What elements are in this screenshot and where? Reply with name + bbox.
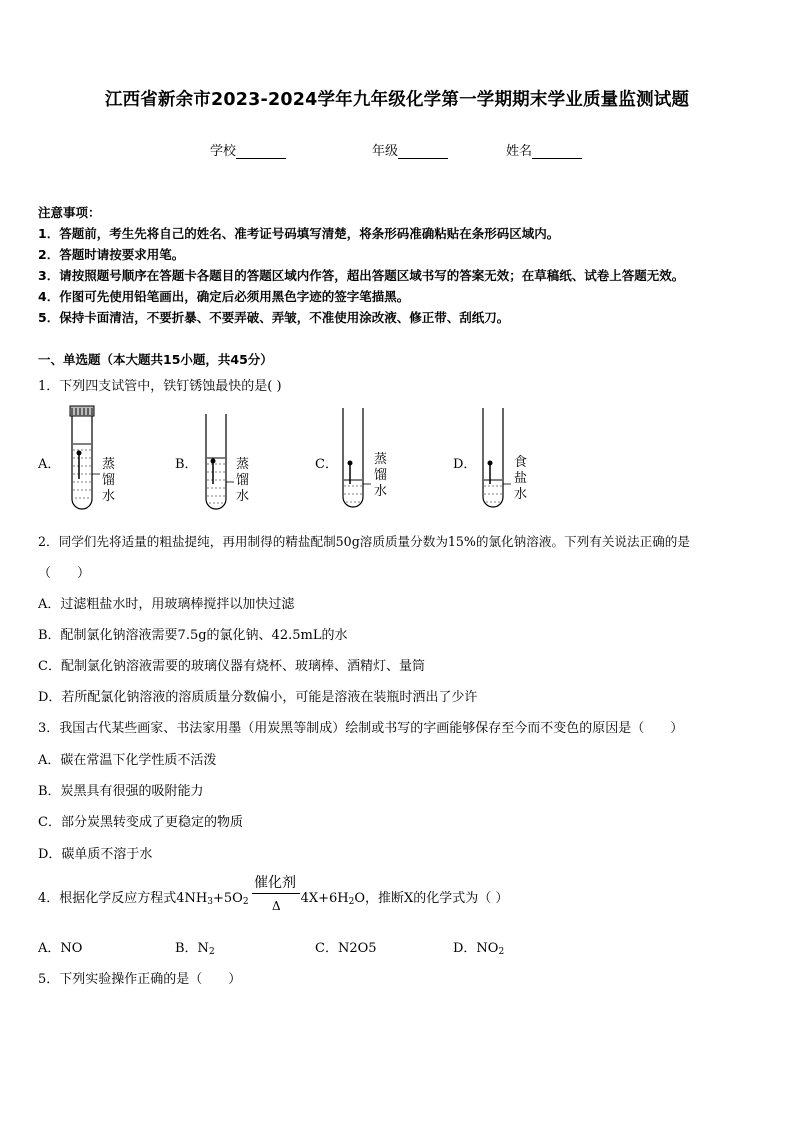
q1-option-d-letter: D． <box>453 457 477 472</box>
grade-field <box>372 140 448 159</box>
name-blank <box>532 145 582 159</box>
q4-option-c: C．N2O5 <box>315 941 377 956</box>
catalyst-label: 催化剂 <box>254 875 296 891</box>
q1-option-c-letter: C． <box>315 457 338 472</box>
q1-option-b-letter: B． <box>175 457 198 472</box>
q2-option: D．若所配氯化钠溶液的溶质质量分数偏小，可能是溶液在装瓶时洒出了少许 <box>38 690 478 705</box>
school-label: 学校 <box>210 144 237 159</box>
heat-delta-symbol: Δ <box>272 899 281 913</box>
grade-label: 年级 <box>372 144 399 159</box>
q1-stem: 1．下列四支试管中，铁钉锈蚀最快的是( ) <box>38 379 282 394</box>
section-heading: 一、单选题（本大题共15小题，共45分） <box>38 352 273 367</box>
q3-option: C．部分炭黑转变成了更稳定的物质 <box>38 815 243 830</box>
q3-option: A．碳在常温下化学性质不活泼 <box>38 753 217 768</box>
q1-tube-b-label: 蒸 馏 水 <box>236 457 250 504</box>
q2-stem-paren: （ ） <box>38 566 91 581</box>
q1-tube-d-label: 食 盐 水 <box>514 455 528 502</box>
note-item: 3．请按照题号顺序在答题卡各题目的答题区域内作答，超出答题区域书写的答案无效；在草稿纸、试卷上答题无效。 <box>38 268 685 283</box>
q2-option: B．配制氯化钠溶液需要7.5g的氯化钠、42.5mL的水 <box>38 628 348 643</box>
name-label: 姓名 <box>506 144 533 159</box>
q3-option: D．碳单质不溶于水 <box>38 847 153 862</box>
note-item: 1．答题前，考生先将自己的姓名、准考证号码填写清楚，将条形码准确粘贴在条形码区域内。 <box>38 226 560 241</box>
reaction-arrow-line <box>252 893 300 894</box>
q2-option: A．过滤粗盐水时，用玻璃棒搅拌以加快过滤 <box>38 597 295 612</box>
q4-option-b: B．$N_2$ <box>175 941 215 957</box>
school-blank <box>236 145 286 159</box>
q1-tube-a-label: 蒸 馏 水 <box>102 457 116 504</box>
name-field <box>506 140 582 159</box>
q1-option-a-letter: A． <box>38 457 61 472</box>
q4-stem: 4．根据化学反应方程式$4NH_3+5O_2$ $4X+6H_2O$，推断X的化学式为（ ） <box>38 891 509 907</box>
q4-option-a: A．NO <box>38 941 83 956</box>
note-item: 2．答题时请按要求用笔。 <box>38 247 185 262</box>
q4-option-d: D．$NO_2$ <box>453 941 505 957</box>
school-field <box>210 140 286 159</box>
page-title: 江西省新余市2023-2024学年九年级化学第一学期期末学业质量监测试题 <box>104 90 690 110</box>
q3-option: B．炭黑具有很强的吸附能力 <box>38 784 204 799</box>
q5-stem: 5．下列实验操作正确的是（ ） <box>38 972 242 987</box>
grade-blank <box>398 145 448 159</box>
notes-heading: 注意事项： <box>38 205 101 220</box>
note-item: 5．保持卡面清洁，不要折暴、不要弄破、弄皱，不准使用涂改液、修正带、刮纸刀。 <box>38 310 510 325</box>
q2-option: C．配制氯化钠溶液需要的玻璃仪器有烧杯、玻璃棒、酒精灯、量筒 <box>38 659 425 674</box>
note-item: 4．作图可先使用铅笔画出，确定后必须用黑色字迹的签字笔描黑。 <box>38 289 410 304</box>
q3-stem: 3．我国古代某些画家、书法家用墨（用炭黑等制成）绘制或书写的字画能够保存至今而不变色的原因是（ ） <box>38 721 684 736</box>
q1-tube-c-label: 蒸 馏 水 <box>374 452 388 499</box>
q2-stem: 2．同学们先将适量的粗盐提纯，再用制得的精盐配制50g溶质质量分数为15%的氯化钠溶液。下列有关说法正确的是 <box>38 534 690 549</box>
